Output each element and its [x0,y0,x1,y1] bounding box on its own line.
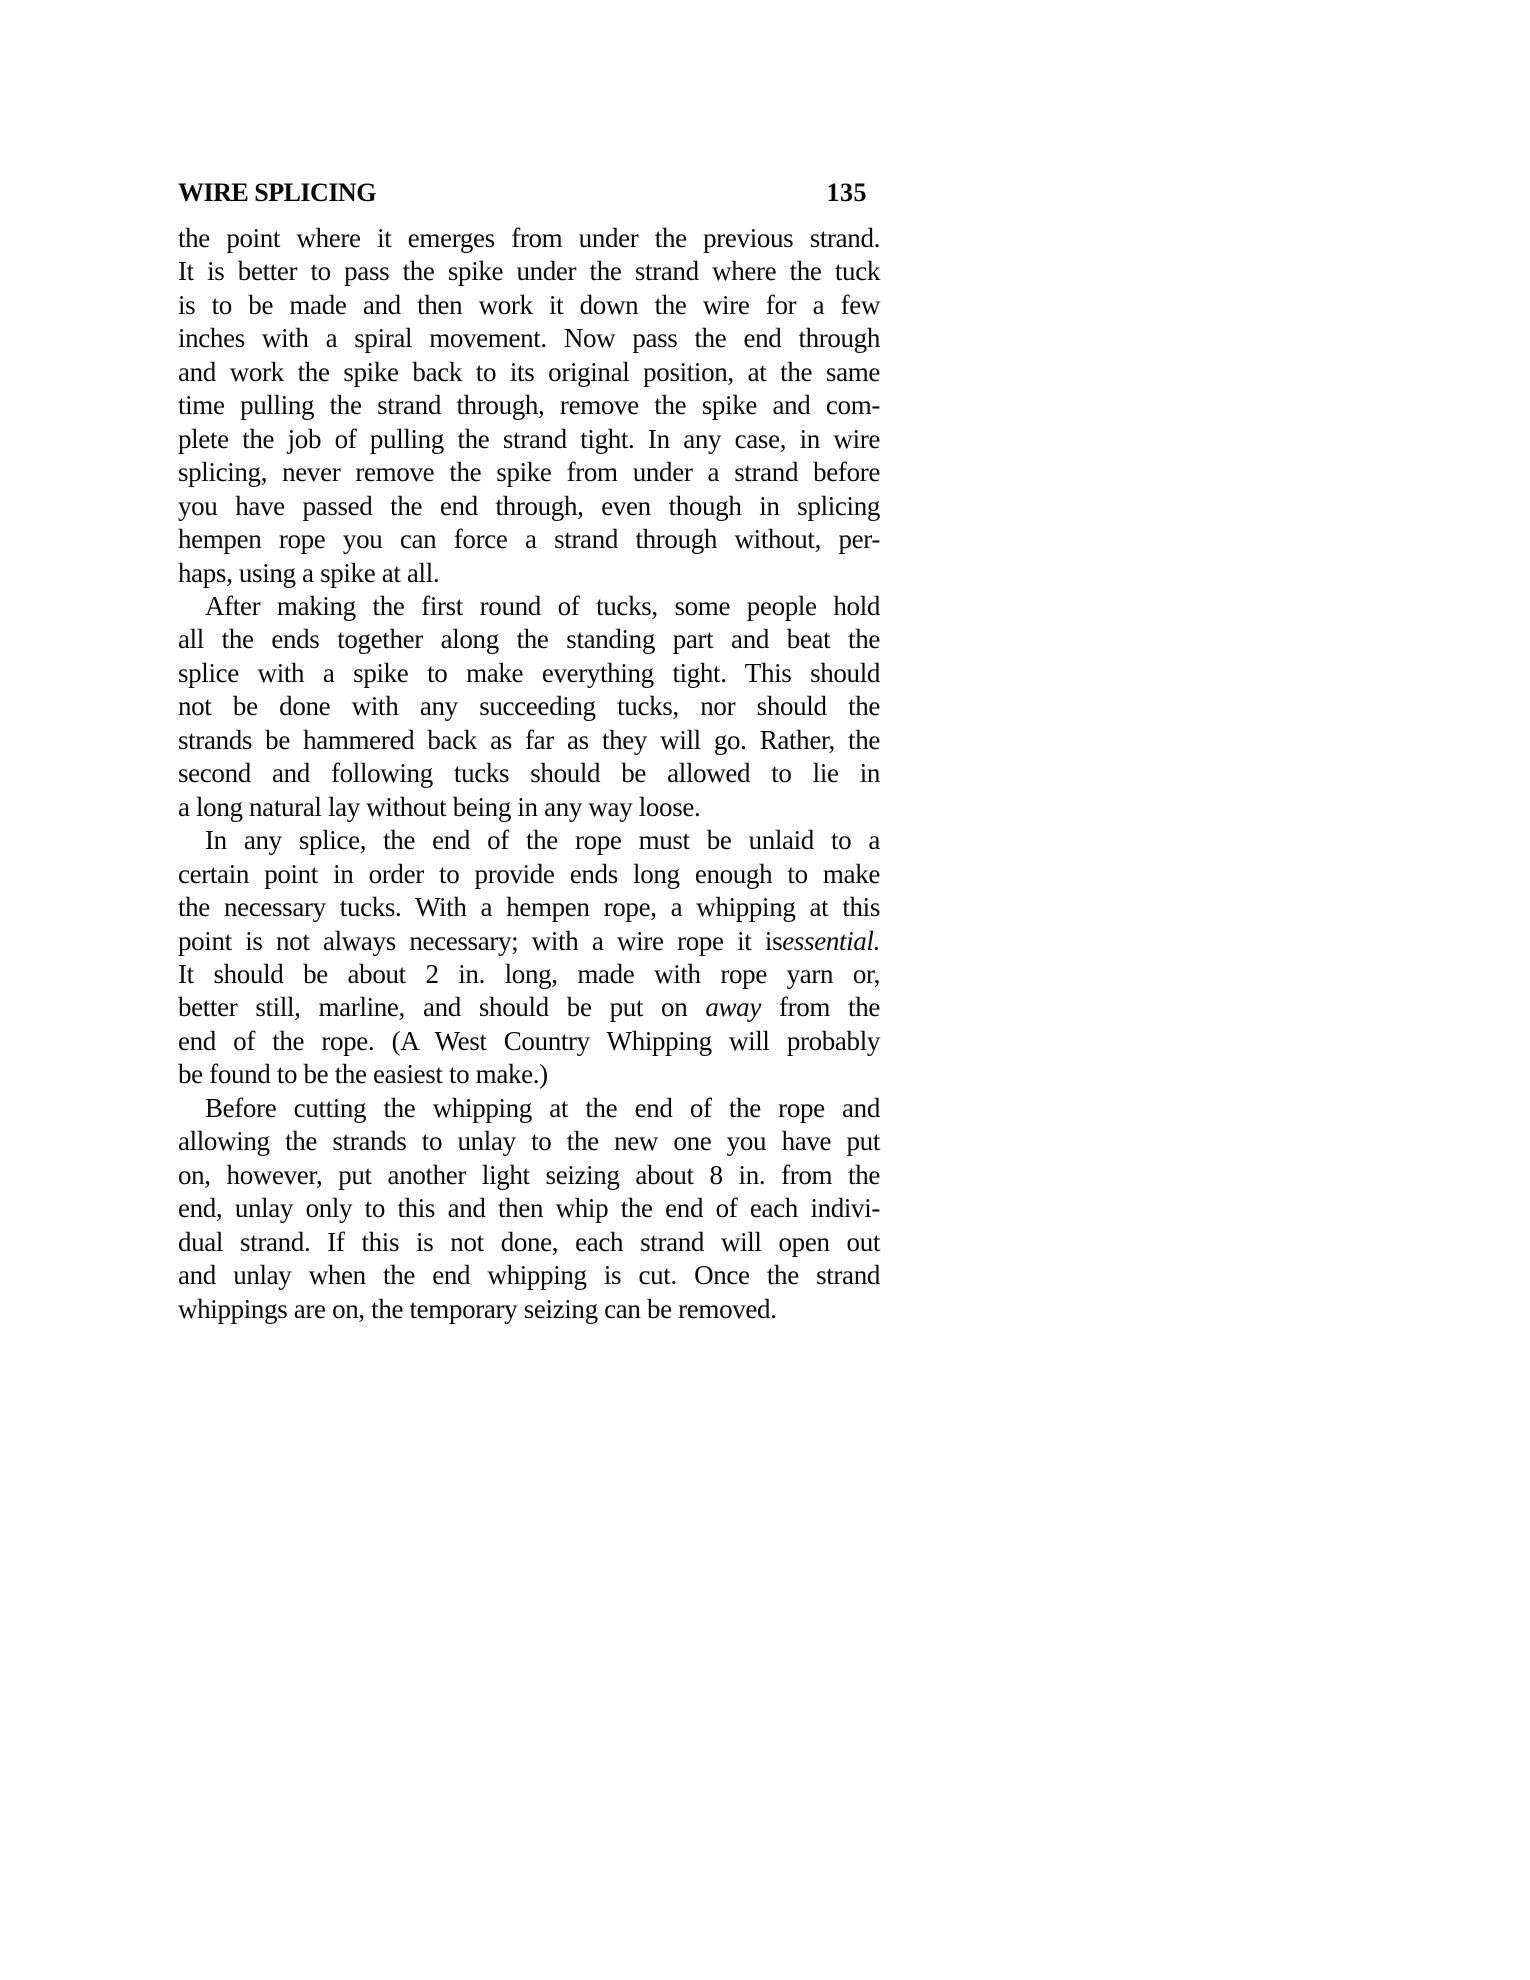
text-line [178,757,880,790]
text-segment: After making the first round of tucks, some people hold [205,590,880,621]
text-line [178,1259,880,1292]
text-segment: It should be about 2 in. long, made with rope yarn or, [178,958,880,989]
text-line [178,724,880,757]
text-segment: on, however, put another light seizing about 8 in. from the [178,1159,880,1190]
text-segment: end, unlay only to this and then whip the end of each indivi- [178,1193,880,1224]
text-segment: splice with a spike to make everything tight. This should [178,657,880,688]
text-line [178,991,880,1024]
page-number: 135 [826,178,867,207]
text-line [178,858,880,891]
text-segment: It is better to pass the spike under the strand where the tuck [178,256,880,287]
text-segment: time pulling the strand through, remove the spike and com- [178,390,880,421]
text-segment: be found to be the easiest to make.) [178,1059,548,1090]
text-segment: and work the spike back to its original position, at the same [178,356,880,387]
text-segment: end of the rope. (A West Country Whipping will probably [178,1025,880,1056]
text-segment: plete the job of pulling the strand tight. In any case, in wire [178,423,880,454]
text-segment: allowing the strands to unlay to the new one you have put [178,1126,880,1157]
text-line [178,255,880,288]
text-line [178,523,880,556]
text-segment: the necessary tucks. With a hempen rope, a whipping at this [178,892,880,923]
text-line [178,891,880,924]
text-segment: you have passed the end through, even though in splicing [178,490,880,521]
text-segment: better still, marline, and should be put on [178,992,706,1023]
text-line [178,289,880,322]
paragraph [178,222,880,590]
text-line [178,623,880,656]
text-line [178,1058,880,1091]
paragraph [178,1092,880,1326]
text-segment: splicing, never remove the spike from under a strand before [178,457,880,488]
text-segment: is to be made and then work it down the wire for a few [178,289,880,320]
italic-text-segment: away [705,992,761,1023]
text-segment: point is not always necessary; with a wire rope it is [178,925,783,956]
text-line [178,456,880,489]
text-line [178,925,880,958]
text-segment: inches with a spiral movement. Now pass the end through [178,323,880,354]
text-line [178,690,880,723]
text-line [178,356,880,389]
text-line [178,958,880,991]
text-line [178,824,880,857]
text-segment: not be done with any succeeding tucks, nor should the [178,691,880,722]
text-segment: dual strand. If this is not done, each strand will open out [178,1226,880,1257]
text-line [178,1025,880,1058]
text-line [178,1192,880,1225]
italic-text-segment: essential. [782,925,880,956]
text-line [178,490,880,523]
text-line [178,389,880,422]
text-line [178,1125,880,1158]
running-header-title: WIRE SPLICING [178,178,376,207]
paragraph [178,590,880,824]
text-segment: strands be hammered back as far as they will go. Rather, the [178,724,880,755]
text-line [178,557,880,590]
text-segment: certain point in order to provide ends long enough to make [178,858,880,889]
text-line [178,1159,880,1192]
text-segment: a long natural lay without being in any way loose. [178,791,701,822]
text-segment: all the ends together along the standing part and beat the [178,624,880,655]
text-line [178,423,880,456]
text-segment: and unlay when the end whipping is cut. Once the strand [178,1260,880,1291]
text-segment: from the [760,992,880,1023]
page-header [178,180,880,206]
text-line [178,1226,880,1259]
text-line [178,222,880,255]
text-segment: haps, using a spike at all. [178,557,440,588]
text-segment: second and following tucks should be allowed to lie in [178,758,880,789]
text-segment: hempen rope you can force a strand through without, per- [178,524,880,555]
text-line [178,791,880,824]
text-segment: Before cutting the whipping at the end of the rope and [205,1092,880,1123]
text-line [178,590,880,623]
paragraph [178,824,880,1092]
text-segment: the point where it emerges from under the previous strand. [178,223,880,253]
page-body-text [178,222,880,1326]
text-line [178,1092,880,1125]
text-line [178,657,880,690]
text-segment: whippings are on, the temporary seizing can be removed. [178,1293,777,1324]
text-line [178,322,880,355]
text-segment: In any splice, the end of the rope must be unlaid to a [205,825,880,856]
text-line [178,1293,880,1326]
